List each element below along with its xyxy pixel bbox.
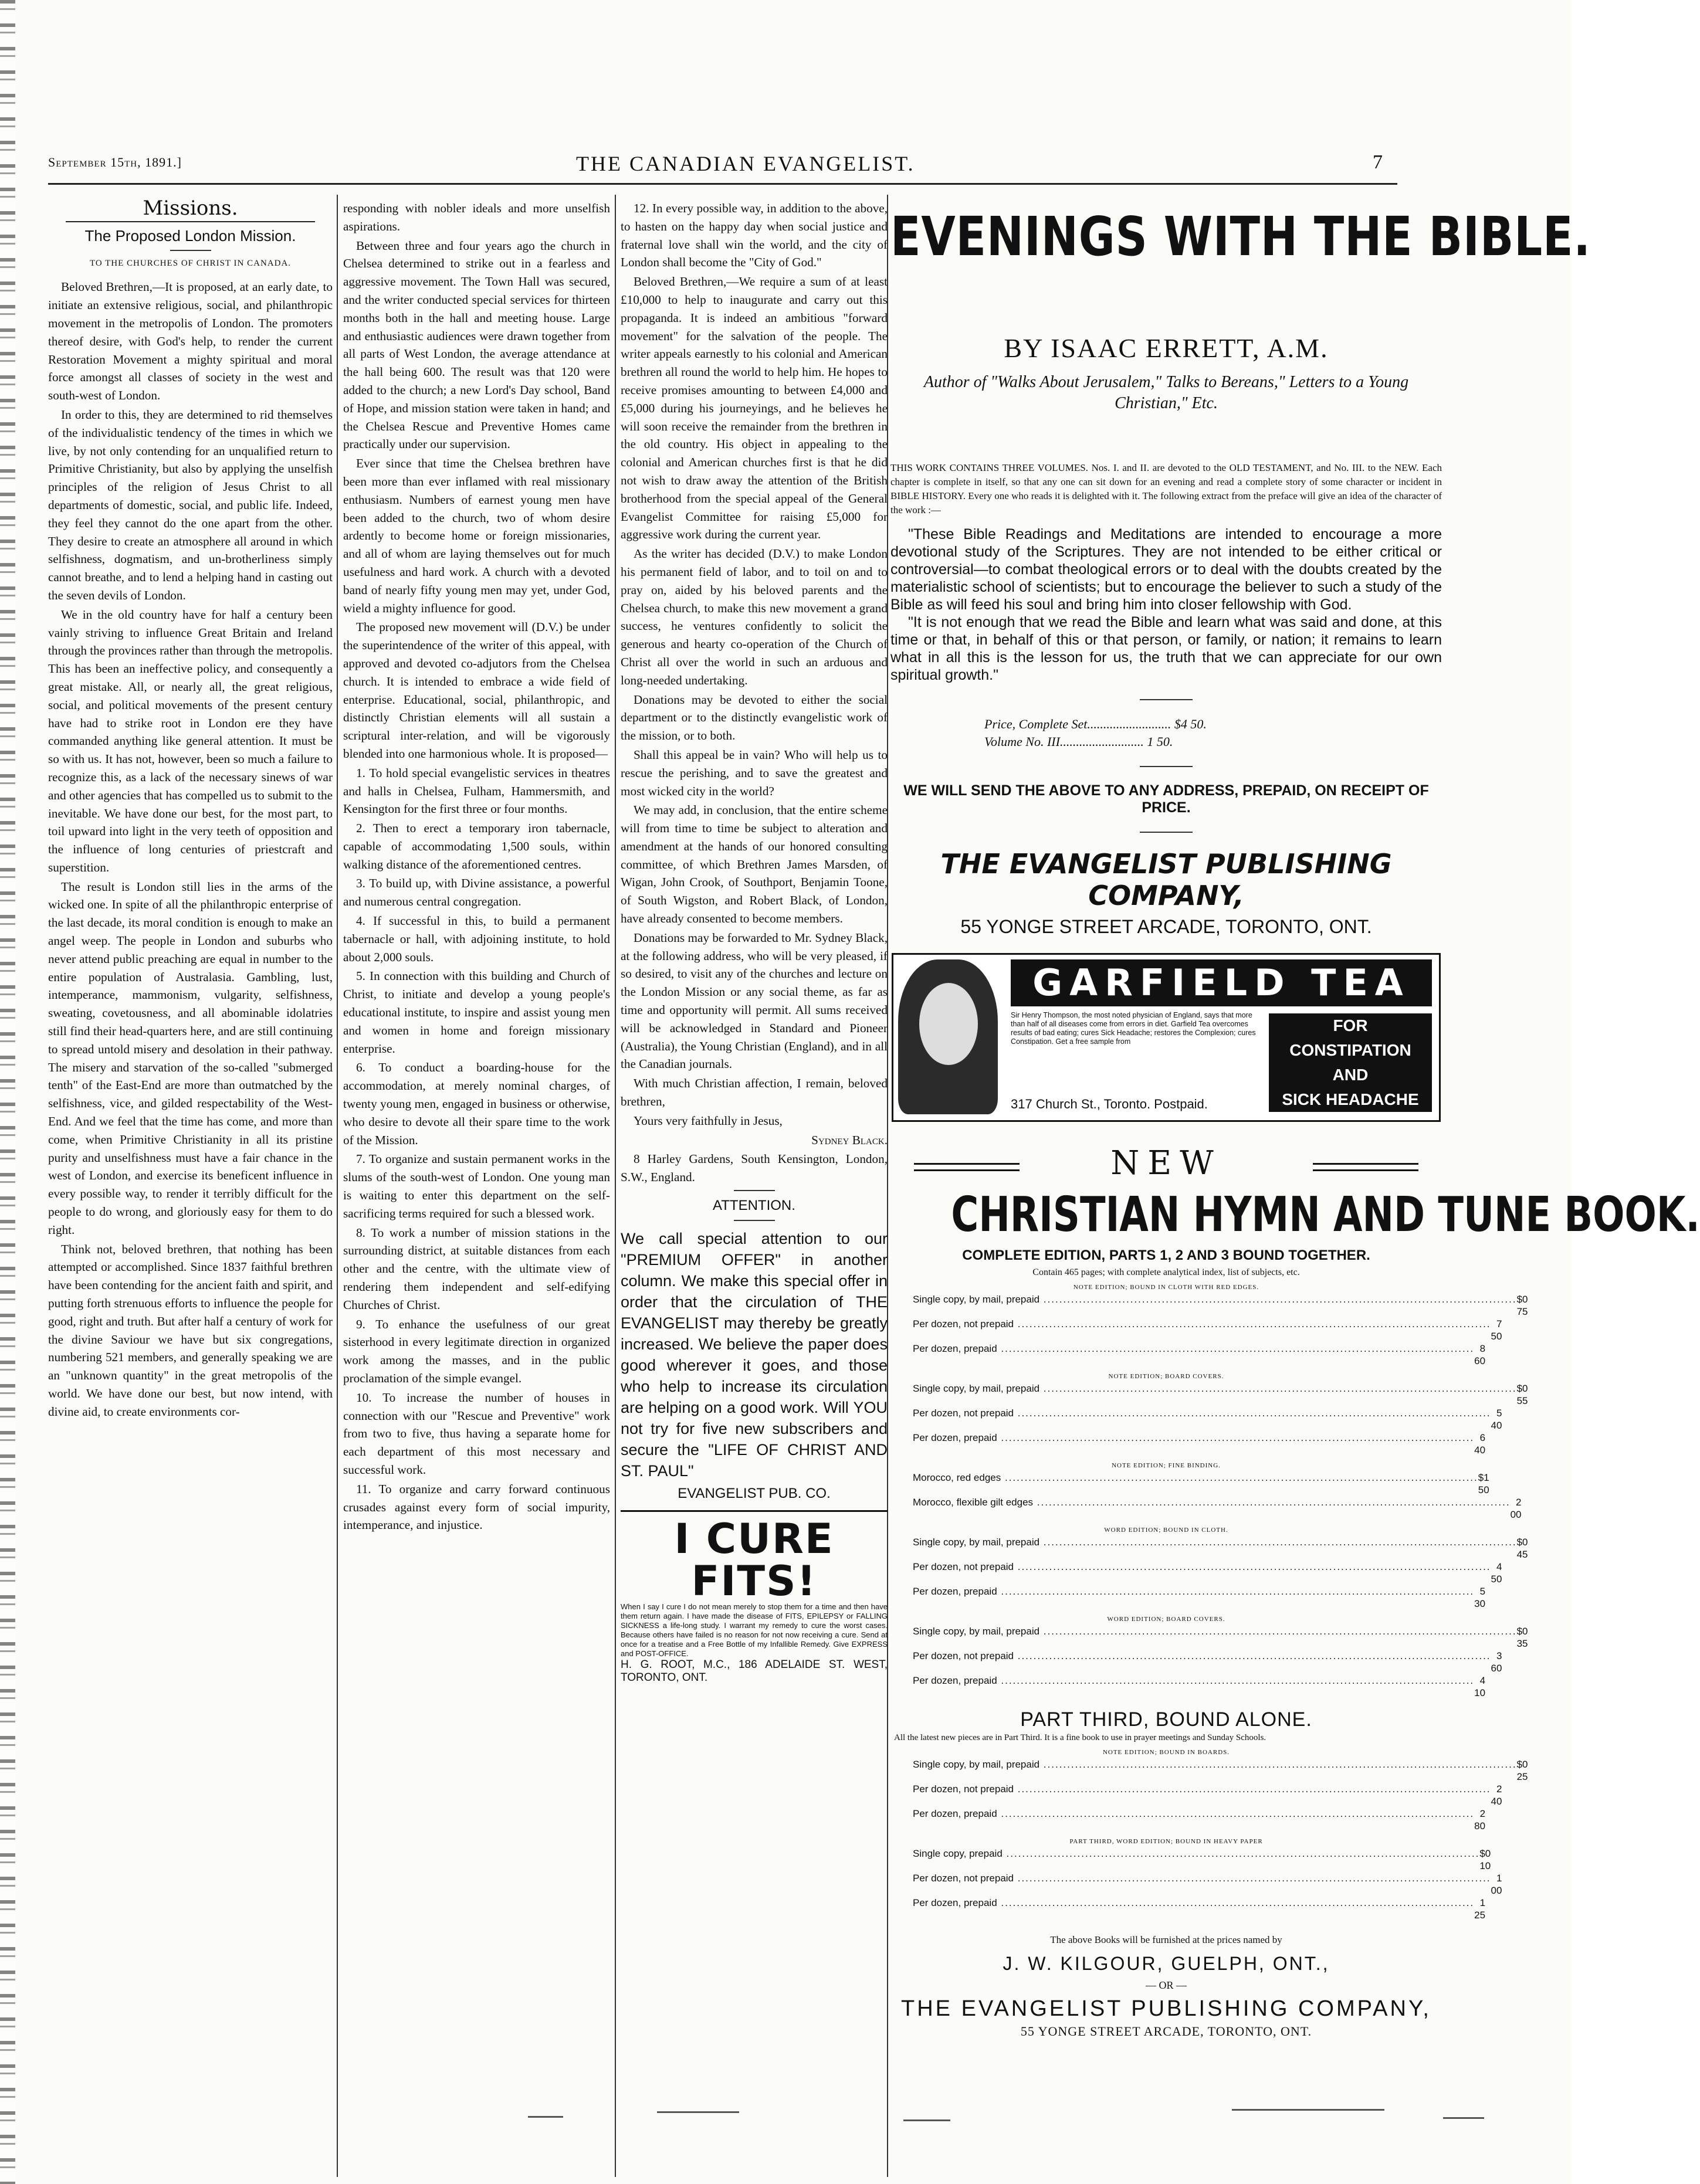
- publisher-name: THE EVANGELIST PUBLISHING COMPANY,: [940, 848, 1392, 911]
- furnished-note: The above Books will be furnished at the prices named by: [1050, 1934, 1282, 1945]
- article-headline: The Proposed London Mission.: [84, 226, 296, 245]
- price-value: 2 00: [1510, 1497, 1522, 1520]
- banner-line: FOR: [1333, 1016, 1368, 1035]
- paragraph: Beloved Brethren,—We require a sum of at least £10,000 to help to inaugurate and carry out this propaganda. It is indeed an ambitious "forward movement" for the salvation of the people. The writer appeals earnestly to his colonial and American brethren all round the world to help him. He hopes to receive promises amounting to between £4,000 and £5,000 during his journeyings, and he believes he will soon receive the remainder from the brethren in the old country. His object in appealing to the colonial and American churches first is that he did not wish to draw away the attention of the British brotherhood from the special appeal of the General Evangelist Committee for raising £5,000 for aggressive work during the current year.: [621, 274, 888, 542]
- price-value: $0 55: [1516, 1383, 1528, 1406]
- edition-heading: NOTE EDITION; BOUND IN BOARDS.: [1102, 1749, 1230, 1756]
- edition-heading: NOTE EDITION; BOUND IN CLOTH WITH RED EDGES.: [1073, 1284, 1259, 1291]
- bible-ad-author: BY ISAAC ERRETT, A.M.: [1004, 333, 1329, 363]
- price-value: 7 50: [1491, 1318, 1502, 1342]
- price-value: $1 50: [1478, 1472, 1489, 1495]
- banner-line: AND: [1332, 1066, 1369, 1084]
- price-value: 5 30: [1474, 1586, 1486, 1609]
- attention-body: We call special attention to our "PREMIUM OFFER" in another column. We make this special offer in order that the circulation of THE EVANGELIST may thereby be greatly increased. We believe the paper does good wherever it goes, and those who help to increase its circulation are helping on a good work. Will YOU not try for five new subscribers and secure the "LIFE OF CHRIST AND ST. PAUL": [621, 1229, 888, 1480]
- price-row: [913, 1674, 1486, 1699]
- price-label: Per dozen, not prepaid .....: [913, 1318, 1491, 1342]
- price-label: Per dozen, not prepaid .....: [913, 1872, 1491, 1897]
- paragraph: Beloved Brethren,—It is proposed, at an early date, to initiate an extensive religious, social, and philanthropic movement in the metropolis of London. The promoters thereof desire, with God's help, to render the current Restoration Movement a mighty spiritual and moral force amongst all classes of society in the west and south-west of London.: [48, 280, 333, 403]
- quote-paragraph: "These Bible Readings and Meditations are intended to encourage a more devotional study of the Scriptures. They are not intended to be either critical or controversial—to combat theological errors or to deal with the doubts created by the materialistic school of scientists; but to encourage the believer to such a study of the Bible as will feed his soul and bring him into closer fellowship with God.: [890, 526, 1442, 613]
- publisher-address: 55 YONGE STREET ARCADE, TORONTO, ONT.: [960, 916, 1372, 937]
- bible-ad-quote: [890, 525, 1442, 684]
- article-body-continued: [621, 199, 888, 1130]
- advertisement-column: [890, 194, 1700, 2152]
- price-row: [913, 1382, 1528, 1407]
- price-row: [913, 1807, 1486, 1832]
- column-3: [621, 199, 888, 2146]
- paragraph: 11. To organize and carry forward continuous crusades against every form of social impurity, intemperance, and injustice.: [343, 1481, 610, 1532]
- page-header: [48, 151, 1397, 181]
- portrait-illustration: [898, 959, 998, 1114]
- price-row: [913, 1758, 1528, 1783]
- edition-heading: PART THIRD, WORD EDITION; BOUND IN HEAVY PAPER: [1069, 1838, 1263, 1845]
- price-label: Per dozen, prepaid .....: [913, 1807, 1474, 1832]
- paragraph: Shall this appeal be in vain? Who will help us to rescue the perishing, and to save the greatest and most wicked city in the world?: [621, 747, 888, 798]
- divider: [170, 250, 211, 251]
- paragraph: In order to this, they are determined to rid themselves of the individualistic tendency of the times in which we live, by not only contending for an unqualified return to Primitive Christianity, but also by applying the unselfish principles of the religion of Jesus Christ to all departments of domestic, social, and public life. Indeed, they feel they cannot do the one apart from the other. They desire to create an atmosphere all around in which selfishness, dogmatism, and un-brotherliness simply cannot breathe, and to lend a helping hand in casting out the seven devils of London.: [48, 407, 333, 602]
- fits-advertisement: [621, 1510, 888, 1684]
- price-value: 2 40: [1491, 1783, 1502, 1807]
- price-value: 2 80: [1474, 1808, 1486, 1832]
- paragraph: We may add, in conclusion, that the entire scheme will from time to time be subject to alteration and amendment at the hands of our honored consulting committee, of which Brethren James Marsden, of Wigan, John Crook, of Southport, Benjamin Toone, of South Wigston, and Robert Black, of London, have already consented to become members.: [621, 803, 888, 926]
- edition-heading: NOTE EDITION; FINE BINDING.: [1112, 1462, 1221, 1469]
- attention-publisher: EVANGELIST PUB. CO.: [678, 1485, 831, 1501]
- price-label: Single copy, by mail, prepaid .....: [913, 1382, 1517, 1407]
- column-2: [343, 199, 610, 2146]
- fits-ad-title: I CURE FITS!: [674, 1514, 834, 1605]
- edition-price-list: [890, 1284, 1528, 1699]
- price-value: $0 35: [1516, 1626, 1528, 1649]
- article-body: [48, 278, 333, 1420]
- newspaper-title: THE CANADIAN EVANGELIST.: [576, 152, 915, 175]
- price-value: $0 10: [1479, 1848, 1491, 1871]
- divider: [1140, 699, 1193, 700]
- price-label: Per dozen, not prepaid .....: [913, 1407, 1491, 1432]
- price-value: 3 60: [1491, 1650, 1502, 1674]
- garfield-ad-banner: [1269, 1013, 1432, 1112]
- price-label: Morocco, red edges .....: [913, 1471, 1478, 1496]
- paragraph: As the writer has decided (D.V.) to make London his permanent field of labor, and to toil on and to pray on, aided by his beloved parents and the Chelsea church, to make this new movement a grand success, he ventures confidently to solicit the generous and hearty co-operation of the Church of Christ all over the world in such an arduous and long-needed undertaking.: [621, 547, 888, 687]
- paragraph: 12. In every possible way, in addition to the above, to hasten on the happy day when social justice and fraternal love shall win the world, and the city of London shall become the "City of God.": [621, 201, 888, 270]
- column-divider: [337, 195, 338, 2177]
- price-label: Per dozen, not prepaid .....: [913, 1650, 1491, 1674]
- paragraph: 10. To increase the number of houses in connection with our "Rescue and Preventive" work from two to five, thus having a separate home for each department of this most necessary and successful work.: [343, 1390, 610, 1477]
- attention-heading: ATTENTION.: [713, 1198, 795, 1214]
- paragraph: The proposed new movement will (D.V.) be under the superintendence of the writer of this appeal, with approved and devoted co-adjutors from the Chelsea church. It is intended to embrace a wide field of enterprise. Educational, social, philanthropic, and distinctly Christian elements will all sustain a scriptural inter-relation, and will be vigorously blended into one harmonious whole. It is proposed—: [343, 620, 610, 761]
- garfield-ad-address: 317 Church St., Toronto. Postpaid.: [1011, 1097, 1208, 1111]
- price-row: [913, 1342, 1486, 1367]
- paragraph: 8. To work a number of mission stations in the surrounding district, at suitable distances from each other and the centre, with the ultimate view of rendering them independent and self-edifying Churches of Christ.: [343, 1225, 610, 1312]
- divider: [1140, 832, 1193, 833]
- divider: [1140, 766, 1193, 767]
- header-rule: [48, 183, 1397, 185]
- garfield-ad-title: GARFIELD TEA: [1011, 959, 1432, 1006]
- price-value: 4 10: [1474, 1675, 1486, 1698]
- price-value: 8 60: [1474, 1343, 1486, 1366]
- price-row: [913, 1783, 1502, 1807]
- hymn-book-subtitle: COMPLETE EDITION, PARTS 1, 2 AND 3 BOUND TOGETHER.: [962, 1247, 1370, 1263]
- page-number: 7: [1373, 151, 1383, 173]
- price-value: 4 50: [1491, 1561, 1502, 1585]
- paragraph: 1. To hold special evangelistic services in theatres and halls in Chelsea, Fulham, Hammersmith, and Kensington for the first three or four months.: [343, 765, 610, 816]
- garfield-ad-body: Sir Henry Thompson, the most noted physician of England, says that more than half of all diseases come from errors in diet. Garfield Tea overcomes results of bad eating; cures Sick Headache; restores the Complexion; cures Constipation. Get a free sample from: [1011, 1011, 1256, 1046]
- bible-ad-author-works: Author of "Walks About Jerusalem," Talks to Bereans," Letters to a Young Christian," Etc.: [923, 373, 1409, 412]
- banner-line: CONSTIPATION: [1289, 1041, 1411, 1059]
- price-row: [913, 1471, 1489, 1496]
- banner-line: SICK HEADACHE: [1282, 1090, 1419, 1108]
- hymn-book-title: CHRISTIAN HYMN AND TUNE BOOK.: [951, 1187, 1700, 1243]
- hymn-publisher: THE EVANGELIST PUBLISHING COMPANY,: [901, 1996, 1431, 2021]
- part-third-heading: PART THIRD, BOUND ALONE.: [1020, 1708, 1312, 1731]
- bible-ad-prices: [984, 715, 1442, 751]
- price-label: Per dozen, prepaid .....: [913, 1342, 1474, 1367]
- bible-ad-description: THIS WORK CONTAINS THREE VOLUMES. Nos. I. and II. are devoted to the OLD TESTAMENT, and No. III. to the NEW. Each chapter is complete in itself, so that any one can sit down for an evening and read a complete story of some character or incident in BIBLE HISTORY. Every one who reads it is delighted with it. The following extract from the preface will give an idea of the character of the work :—: [890, 462, 1442, 516]
- paragraph: 6. To conduct a boarding-house for the accommodation, at merely nominal charges, of twenty young men, engaged in business or otherwise, who desire to devote all their spare time to the work of the Mission.: [343, 1060, 610, 1147]
- price-value: 6 40: [1474, 1432, 1486, 1456]
- price-row: [913, 1561, 1502, 1585]
- price-row: [913, 1536, 1528, 1561]
- paragraph: 2. Then to erect a temporary iron tabernacle, capable of accommodating 1,500 souls, within walking distance of the aforementioned centres.: [343, 821, 610, 871]
- paragraph: responding with nobler ideals and more unselfish aspirations.: [343, 201, 610, 233]
- price-label: Per dozen, prepaid .....: [913, 1585, 1474, 1610]
- price-label: Per dozen, prepaid .....: [913, 1674, 1474, 1699]
- price-row: [913, 1407, 1502, 1432]
- divider: [734, 1190, 775, 1191]
- paragraph: Donations may be forwarded to Mr. Sydney Black, at the following address, who will be very pleased, if so desired, to visit any of the churches and lecture on the London Mission or any social theme, as far as time and opportunity will permit. All sums received will be acknowledged in Standard and Pioneer (Australia), the Young Christian (England), and in all the Canadian journals.: [621, 930, 888, 1071]
- paragraph: With much Christian affection, I remain, beloved brethren,: [621, 1076, 888, 1109]
- price-label: Single copy, by mail, prepaid .....: [913, 1293, 1517, 1318]
- hymn-book-contents: Contain 465 pages; with complete analytical index, list of subjects, etc.: [1032, 1267, 1300, 1277]
- price-row: [913, 1872, 1502, 1897]
- dealer-name: J. W. KILGOUR, GUELPH, ONT.,: [1003, 1953, 1330, 1974]
- part-third-price-list: [890, 1749, 1528, 1921]
- price-label: Single copy, by mail, prepaid .....: [913, 1536, 1517, 1561]
- paragraph: The result is London still lies in the arms of the wicked one. In spite of all the philanthropic enterprise of the last decade, its moral condition is enough to make an angel weep. The people in London and suburbs who never attend public preaching are equal in number to the entire population of Australasia. Gambling, lust, intemperance, mammonism, vulgarity, selfishness, sweating, covetousness, and all abominable idolatries still find their head-quarters here, and are still continuing to spread untold misery and desolation in their pathway. The misery and starvation of the so-called "submerged tenth" of the East-End are more than outmatched by the selfishness, vice, and gilded respectability of the West-End. And we feel that the time has come, and more than come, when Primitive Christianity in all its pristine purity and unselfishness must have a fair chance in the west of London, and exercise its beneficent influence in every possible way, to render it terribly difficult for the people to do wrong, and gloriously easy for them to do right.: [48, 879, 333, 1237]
- part-third-note: All the latest new pieces are in Part Third. It is a fine book to use in prayer meetings and Sunday Schools.: [894, 1733, 1266, 1742]
- price-row: [913, 1650, 1502, 1674]
- new-label: NEW: [890, 1144, 1442, 1182]
- paragraph: 9. To enhance the usefulness of our great sisterhood in every legitimate direction in organized work among the masses, and in the public proclamation of the simple evangel.: [343, 1317, 610, 1385]
- edition-heading: NOTE EDITION; BOARD COVERS.: [1108, 1373, 1224, 1380]
- or-separator: — OR —: [1145, 1979, 1187, 1991]
- price-row: [913, 1293, 1528, 1318]
- price-row: Price, Complete Set.......................... $4 50.: [984, 717, 1207, 731]
- paragraph: Think not, beloved brethren, that nothing has been attempted or accomplished. Since 1837 faithful brethren have been contending for the ancient faith and spirit, and putting forth strenuous efforts to influence the people for good, right and truth. But after half a century of work for the divine Saviour we have but six congregations, numbering 521 members, and generally speaking we are an "unknown quantity" in the great metropolis of the world. We have done our best, but now intend, with divine aid, to create environments cor-: [48, 1242, 333, 1419]
- price-row: [913, 1847, 1491, 1872]
- fits-ad-address: H. G. ROOT, M.C., 186 ADELAIDE ST. WEST, TORONTO, ONT.: [621, 1658, 888, 1684]
- paragraph: 7. To organize and sustain permanent works in the slums of the south-west of London. One young man is waiting to enter this department on the self-sacrificing terms required for such a blessed work.: [343, 1152, 610, 1220]
- article-address: TO THE CHURCHES OF CHRIST IN CANADA.: [89, 258, 292, 268]
- paragraph: Ever since that time the Chelsea brethren have been more than ever inflamed with real missionary enthusiasm. Numbers of earnest young men have been added to the church, two of whom desire ardently to become home or foreign missionaries, and all of whom are laying themselves out for much usefulness and hard work. A church with a devoted band of nearly fifty young men may yet, under God, wield a mighty influence for good.: [343, 456, 610, 615]
- paragraph: 5. In connection with this building and Church of Christ, to initiate and develop a young people's educational institute, to inspire and assist young men and women in home and foreign missionary enterprise.: [343, 969, 610, 1056]
- price-label: Per dozen, not prepaid .....: [913, 1561, 1491, 1585]
- paragraph: 3. To build up, with Divine assistance, a powerful and numerous central congregation.: [343, 876, 610, 909]
- price-row: Volume No. III.......................... 1 50.: [984, 734, 1173, 749]
- price-value: $0 45: [1516, 1537, 1528, 1560]
- price-label: Morocco, flexible gilt edges .....: [913, 1496, 1511, 1521]
- price-label: Single copy, prepaid .....: [913, 1847, 1479, 1872]
- article-body-continued: [343, 199, 610, 1534]
- price-row: [913, 1585, 1486, 1610]
- paragraph: Yours very faithfully in Jesus,: [634, 1113, 783, 1128]
- price-value: 1 00: [1491, 1873, 1502, 1896]
- fits-ad-body: When I say I cure I do not mean merely to stop them for a time and then have them return again. I have made the disease of FITS, EPILEPSY or FALLING SICKNESS a life-long study. I warrant my remedy to cure the worst cases. Because others have failed is no reason for not now receiving a cure. Send at once for a treatise and a Free Bottle of my Infallible Remedy. Give EXPRESS and POST-OFFICE.: [621, 1602, 888, 1658]
- scanned-page-edge: [0, 0, 15, 2184]
- send-notice: WE WILL SEND THE ABOVE TO ANY ADDRESS, PREPAID, ON RECEIPT OF PRICE.: [903, 782, 1429, 816]
- hymn-publisher-address: 55 YONGE STREET ARCADE, TORONTO, ONT.: [1020, 2024, 1312, 2039]
- paragraph: Donations may be devoted to either the social department or to the distinctly evangelistic work of the mission, or to both.: [621, 692, 888, 743]
- price-label: Per dozen, not prepaid .....: [913, 1783, 1491, 1807]
- column-1: [48, 196, 333, 2146]
- signature: Sydney Black.: [811, 1132, 888, 1147]
- paragraph: 4. If successful in this, to build a permanent tabernacle or hall, with adjoining institute, to hold about 2,000 souls.: [343, 914, 610, 964]
- edition-heading: WORD EDITION; BOUND IN CLOTH.: [1104, 1527, 1228, 1534]
- paragraph: We in the old country have for half a century been vainly striving to influence Great Britain and Ireland through the provinces rather than through the metropolis. This has been an ineffective policy, and consequently a great mistake. All, or nearly all, the great religious, social, and political movements of the present century have had to strike root in London ere they have commanded anything like general attention. It must be so with us. It has not, however, been so much a failure to recognize this, as a lack of the necessary sinews of war and other agencies that has compelled us to submit to the inevitable. We have done our best, for the most part, to toil upward into light in the very teeth of opposition and the influence of long centuries of priestcraft and superstition.: [48, 607, 333, 874]
- price-value: 5 40: [1491, 1408, 1502, 1431]
- price-row: [913, 1897, 1486, 1921]
- price-row: [913, 1318, 1502, 1342]
- price-value: $0 75: [1516, 1294, 1528, 1317]
- price-value: $0 25: [1516, 1759, 1528, 1782]
- price-row: [913, 1625, 1528, 1650]
- quote-paragraph: "It is not enough that we read the Bible and learn what was said and done, at this time or that, in behalf of this or that person, or family, or nation; it remains to learn what in all this is the lesson for us, the truth that we can appreciate for our own spiritual growth.": [890, 614, 1442, 683]
- price-row: [913, 1496, 1522, 1521]
- price-label: Per dozen, prepaid .....: [913, 1897, 1474, 1921]
- edition-heading: WORD EDITION; BOARD COVERS.: [1107, 1616, 1225, 1623]
- divider: [734, 1220, 775, 1221]
- price-label: Per dozen, prepaid .....: [913, 1432, 1474, 1456]
- garfield-tea-ad: [892, 953, 1441, 1122]
- price-row: [913, 1432, 1486, 1456]
- price-label: Single copy, by mail, prepaid .....: [913, 1625, 1517, 1650]
- column-divider: [615, 195, 616, 2177]
- signature-address: 8 Harley Gardens, South Kensington, London, S.W., England.: [621, 1152, 888, 1185]
- bible-ad-title: EVENINGS WITH THE BIBLE.: [890, 205, 1591, 268]
- scan-artifacts: [528, 2105, 1525, 2129]
- price-label: Single copy, by mail, prepaid .....: [913, 1758, 1517, 1783]
- paragraph: Between three and four years ago the church in Chelsea determined to strike out in a fearless and aggressive movement. The Town Hall was secured, and the writer conducted special services for thirteen months both in the hall and meeting house. Large and enthusiastic audiences were drawn together from all parts of West London, the average attendance at the hall being 600. The result was that 120 were added to the church; a new Lord's Day school, Band of Hope, and mission station were taken in hand; and the Chelsea Rescue and Preventive Homes came practically under our supervision.: [343, 238, 610, 452]
- section-title: Missions.: [48, 199, 333, 222]
- issue-date: September 15th, 1891.]: [48, 155, 182, 169]
- price-value: 1 25: [1474, 1897, 1486, 1921]
